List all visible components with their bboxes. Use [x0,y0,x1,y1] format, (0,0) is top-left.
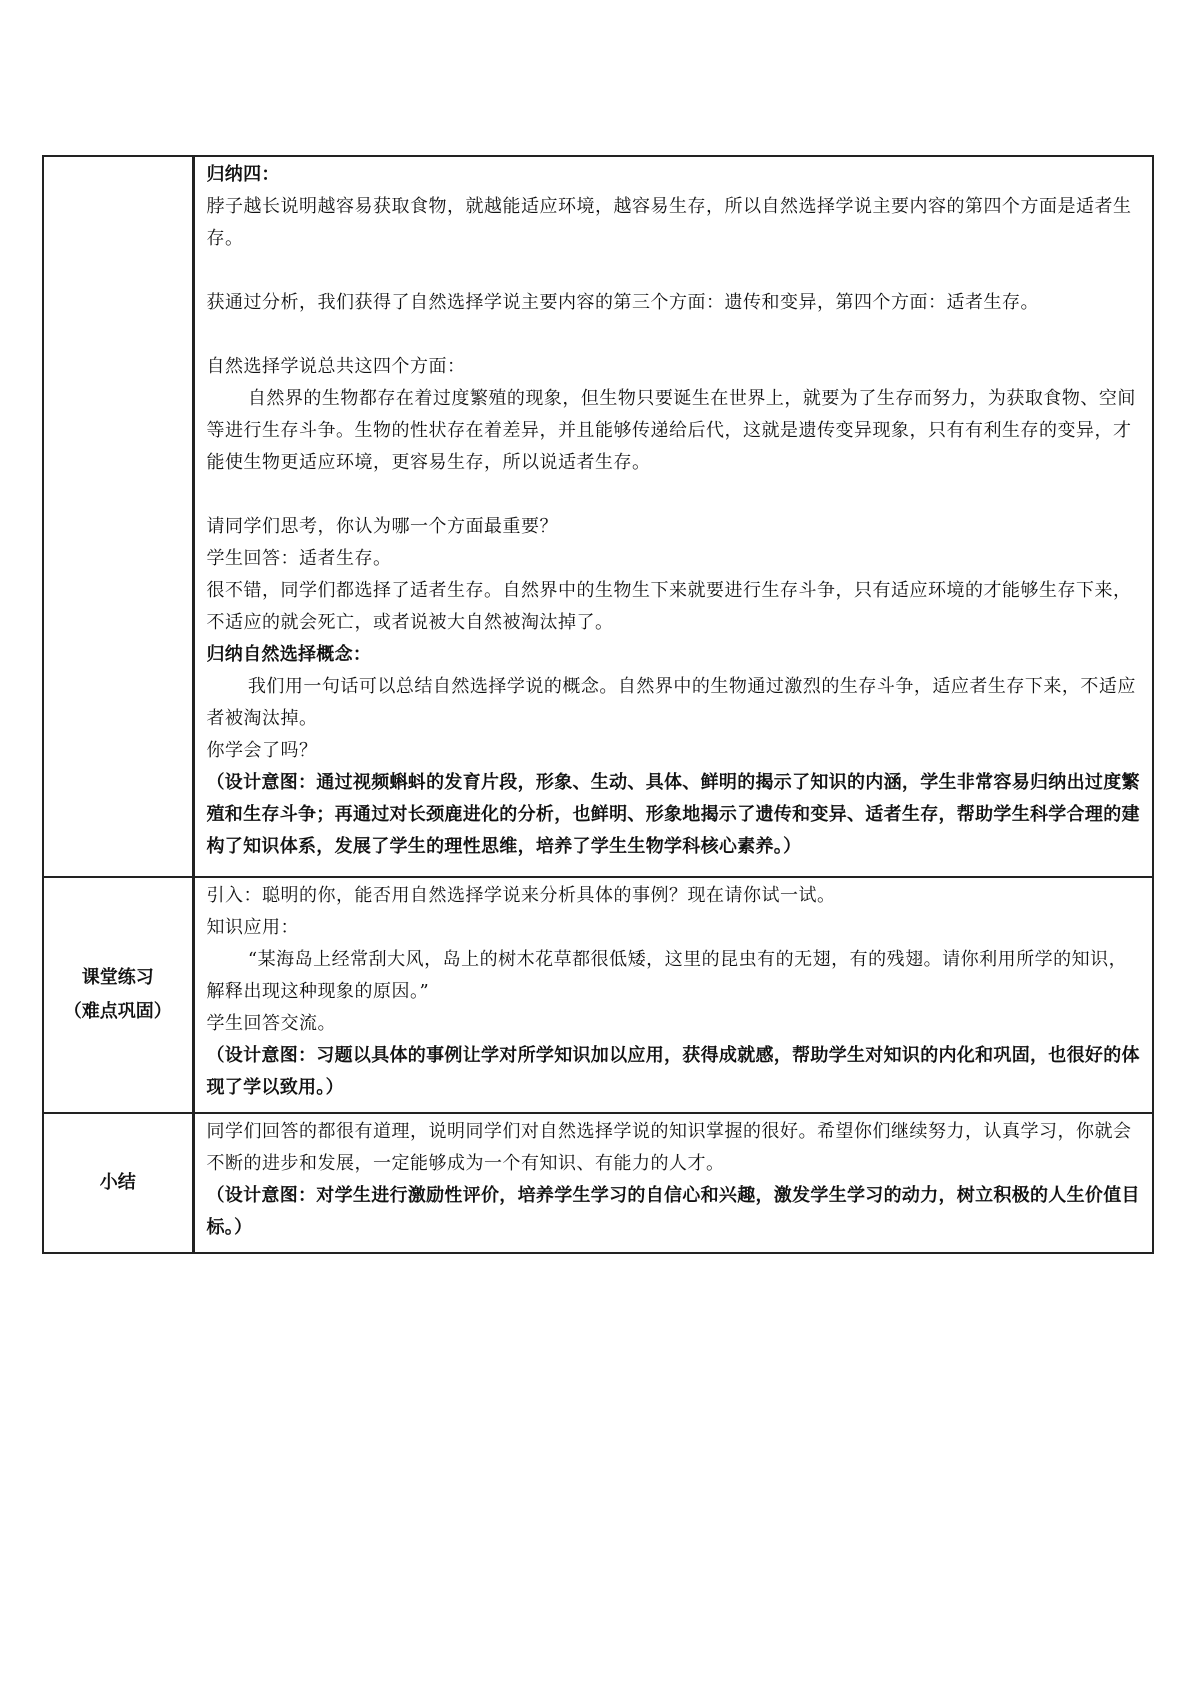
paragraph-teacher-reply: 很不错，同学们都选择了适者生存。自然界中的生物生下来就要进行生存斗争，只有适应环境的才能够生存下来，不适应的就会死亡，或者说被大自然被淘汰掉了。 [206,580,1132,633]
paragraph-student-answer: 学生回答：适者生存。 [206,548,392,569]
row-label-empty [43,156,193,877]
content-cell-classroom-practice [193,877,1153,1113]
row-label-line1: 课堂练习 [81,967,154,988]
heading-concept: 归纳自然选择概念： [206,644,372,665]
paragraph-practice-intro: 引入：聪明的你，能否用自然选择学说来分析具体的事例？现在请你试一试。 [206,885,836,906]
content-cell-summary [193,1113,1153,1253]
row-label-classroom-practice [43,877,193,1113]
table-row-classroom-practice [43,877,1153,1113]
table-row-summary [43,1113,1153,1253]
lesson-plan-table [42,155,1154,1254]
row-label-line2: （难点巩固） [63,1001,172,1022]
paragraph-student-exchange: 学生回答交流。 [206,1013,336,1034]
design-intent-1: （设计意图：通过视频蝌蚪的发育片段，形象、生动、具体、鲜明的揭示了知识的内涵，学生非常容易归纳出过度繁殖和生存斗争；再通过对长颈鹿进化的分析，也鲜明、形象地揭示了遗传和变异、适者生存，帮助学生科学合理的建构了知识体系，发展了学生的理性思维，培养了学生生物学科核心素养。） [206,772,1140,857]
paragraph-question: 请同学们思考，你认为哪一个方面最重要？ [206,516,558,537]
paragraph-concept-body: 我们用一句话可以总结自然选择学说的概念。自然界中的生物通过激烈的生存斗争，适应者生存下来，不适应者被淘汰掉。 [206,676,1136,729]
paragraph-survival-of-fittest: 脖子越长说明越容易获取食物，就越能适应环境，越容易生存，所以自然选择学说主要内容的第四个方面是适者生存。 [206,196,1132,249]
paragraph-four-aspects-body: 自然界的生物都存在着过度繁殖的现象，但生物只要诞生在世界上，就要为了生存而努力，为获取食物、空间等进行生存斗争。生物的性状存在着差异，并且能够传递给后代，这就是遗传变异现象，只有有利生存的变异，才能使生物更适应环境，更容易生存，所以说适者生存。 [206,388,1136,473]
table-row-natural-selection [43,156,1153,877]
paragraph-exercise: “某海岛上经常刮大风，岛上的树木花草都很低矮，这里的昆虫有的无翅，有的残翅。请你利用所学的知识，解释出现这种现象的原因。” [206,949,1128,1002]
paragraph-summary-body: 同学们回答的都很有道理，说明同学们对自然选择学说的知识掌握的很好。希望你们继续努力，认真学习，你就会不断的进步和发展，一定能够成为一个有知识、有能力的人才。 [206,1121,1132,1174]
content-cell-natural-selection [193,156,1153,877]
paragraph-third-fourth-aspects: 获通过分析，我们获得了自然选择学说主要内容的第三个方面：遗传和变异，第四个方面：适者生存。 [206,292,1039,313]
paragraph-four-aspects-intro: 自然选择学说总共这四个方面： [206,356,466,377]
design-intent-3: （设计意图：对学生进行激励性评价，培养学生学习的自信心和兴趣，激发学生学习的动力，树立积极的人生价值目标。） [206,1185,1140,1238]
paragraph-check: 你学会了吗？ [206,740,318,761]
design-intent-2: （设计意图：习题以具体的事例让学对所学知识加以应用，获得成就感，帮助学生对知识的内化和巩固，也很好的体现了学以致用。） [206,1045,1140,1098]
row-label-summary: 小结 [43,1113,193,1253]
paragraph-application-label: 知识应用： [206,917,299,938]
heading-summary-four: 归纳四： [206,164,280,185]
